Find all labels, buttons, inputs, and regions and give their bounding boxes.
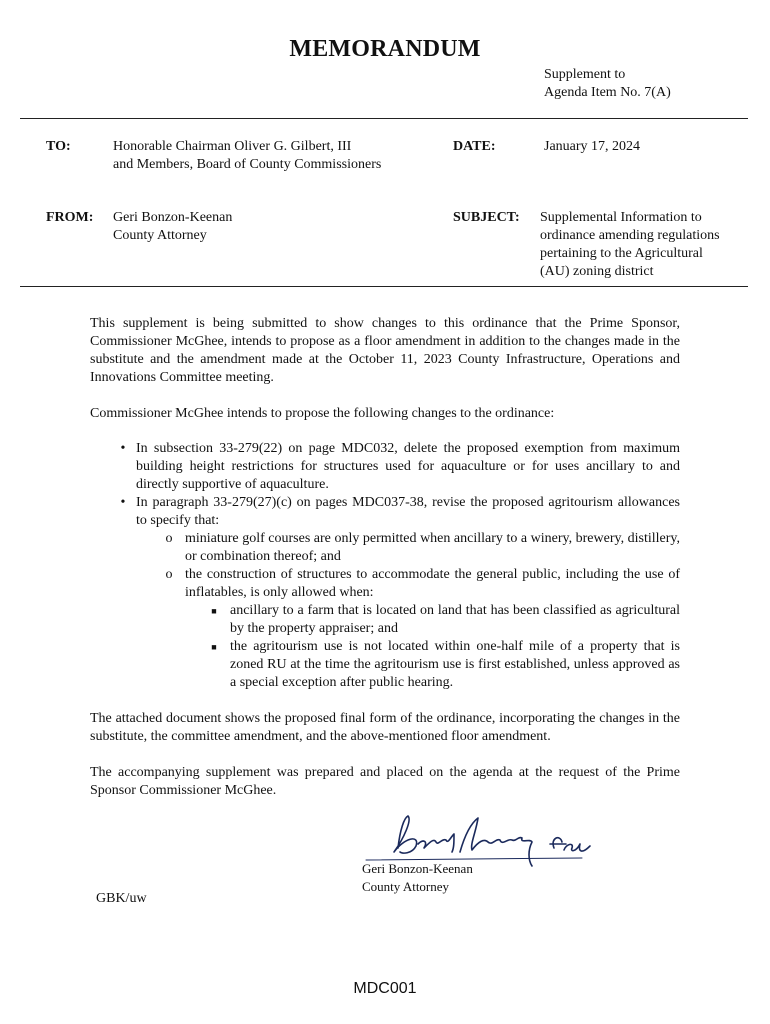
- sub-sub-list-item: [90, 638, 680, 692]
- from-label: FROM:: [46, 210, 94, 225]
- intro-paragraph: This supplement is being submitted to show changes to this ordinance that the Prime Sponsor, Commissioner McGhee, intends to propose as a floor amendment in addition to the changes made in the substitute and the amendment made at the October 11, 2023 County Infrastructure, Operations and Innovations Committee meeting.: [90, 316, 680, 385]
- changes-intro-paragraph: Commissioner McGhee intends to propose the following changes to the ordinance:: [90, 406, 555, 421]
- sub-sub-list-item-text: ancillary to a farm that is located on land that has been classified as agricultural by the property appraiser; and: [230, 603, 680, 636]
- attached-document-paragraph: The attached document shows the proposed final form of the ordinance, incorporating the changes in the substitute, the committee amendment, and the above-mentioned floor amendment.: [90, 711, 680, 744]
- header-bottom-rule: [20, 286, 748, 287]
- sub-sub-list-item: [90, 602, 680, 638]
- supplement-line: Supplement to: [544, 67, 626, 82]
- to-line: Honorable Chairman Oliver G. Gilbert, III: [113, 139, 352, 154]
- list-item: [90, 494, 680, 530]
- circle-mark: o: [165, 531, 173, 546]
- to-line: and Members, Board of County Commissioners: [113, 157, 382, 172]
- agenda-item-line: Agenda Item No. 7(A): [544, 85, 671, 100]
- to-recipients: [113, 138, 381, 174]
- subject-text: [540, 209, 720, 281]
- sub-list-item: [90, 530, 680, 566]
- from-line: Geri Bonzon-Keenan: [113, 210, 233, 225]
- to-label: TO:: [46, 139, 71, 154]
- memo-title: MEMORANDUM: [289, 36, 481, 62]
- subject-line: (AU) zoning district: [540, 264, 654, 279]
- page-identifier: MDC001: [353, 980, 417, 997]
- square-mark: ■: [211, 642, 217, 652]
- supplement-reference: [544, 66, 671, 102]
- subject-line: pertaining to the Agricultural: [540, 246, 703, 261]
- from-sender: [113, 209, 232, 245]
- list-item-text: In subsection 33-279(22) on page MDC032, delete the proposed exemption from maximum building height restrictions for structures used for aquaculture or for uses ancillary to and directly supportive of aquaculture.: [136, 441, 680, 492]
- sub-list-item: [90, 566, 680, 602]
- square-mark: ■: [211, 606, 217, 616]
- changes-list: [90, 440, 680, 692]
- bullet-mark: •: [120, 441, 126, 456]
- sub-list-item-text: miniature golf courses are only permitted when ancillary to a winery, brewery, distillery, or combination thereof; and: [185, 531, 680, 564]
- subject-line: Supplemental Information to: [540, 210, 702, 225]
- signer-name: Geri Bonzon-Keenan: [362, 861, 473, 876]
- circle-mark: o: [165, 567, 173, 582]
- signer-title: County Attorney: [362, 879, 450, 894]
- typist-initials: GBK/uw: [96, 891, 147, 906]
- list-item-text: In paragraph 33-279(27)(c) on pages MDC037-38, revise the proposed agritourism allowances to specify that:: [136, 495, 680, 528]
- subject-line: ordinance amending regulations: [540, 228, 720, 243]
- header-top-rule: [20, 118, 748, 119]
- signature-block: [362, 860, 473, 896]
- bullet-mark: •: [120, 495, 126, 510]
- accompanying-supplement-paragraph: The accompanying supplement was prepared and placed on the agenda at the request of the Prime Sponsor Commissioner McGhee.: [90, 765, 680, 798]
- sub-sub-list-item-text: the agritourism use is not located within one-half mile of a property that is zoned RU at the time the agritourism use is first established, unless approved as a special exception after public hearing.: [230, 639, 680, 690]
- from-line: County Attorney: [113, 228, 207, 243]
- list-item: [90, 440, 680, 494]
- date-label: DATE:: [453, 139, 496, 154]
- date-value: January 17, 2024: [544, 139, 641, 154]
- sub-list-item-text: the construction of structures to accommodate the general public, including the use of inflatables, is only allowed when:: [185, 567, 680, 600]
- subject-label: SUBJECT:: [453, 210, 520, 225]
